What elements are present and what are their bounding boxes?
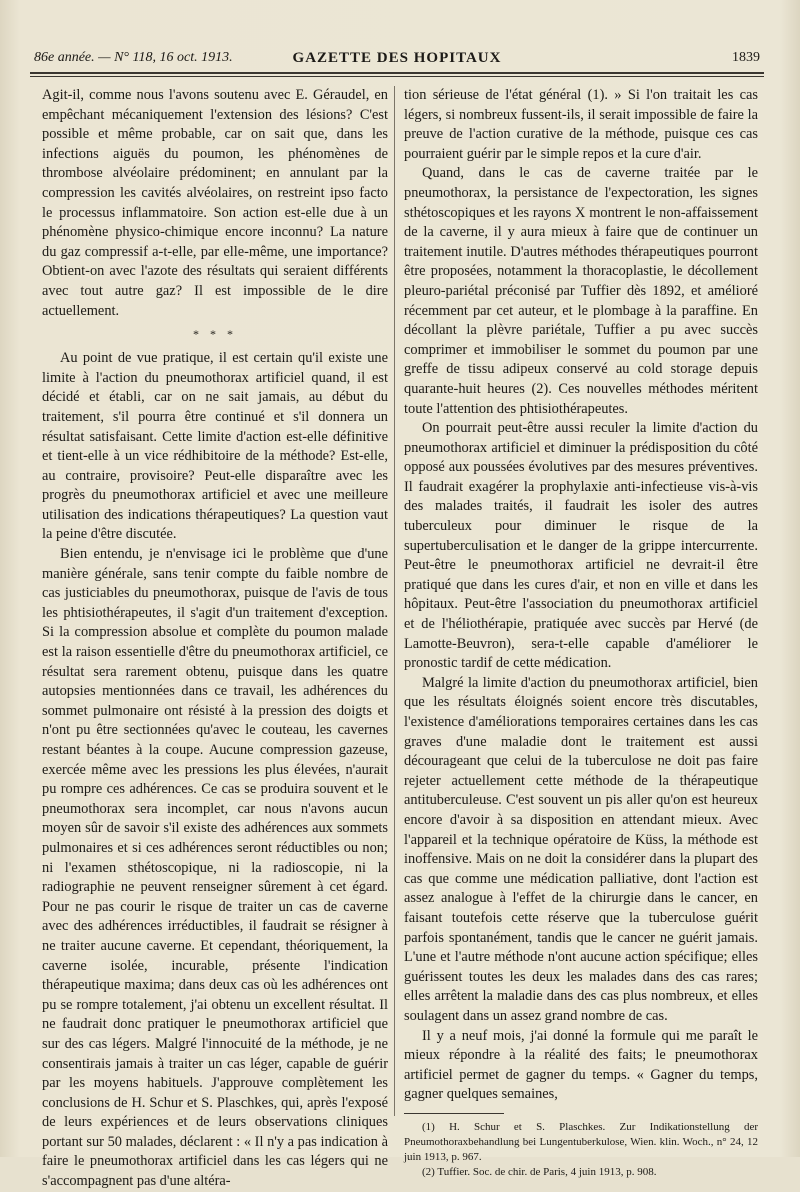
left-paragraph-3: Bien entendu, je n'envisage ici le problème que d'une manière générale, sans tenir compte du faible nombre de cas justiciables du pneumothorax, puisque de l'avis de tous les phtisiothérapeutes, il s'agit d'un traitement d'exception. Si la compression absolue et complète du poumon malade est la raison essentielle d'être du pneumothorax artificiel, ce résultat sera rarement obtenu, puisque dans les quatre autopsies mentionnées dans ce travail, les adhérences du sommet pulmonaire ont résisté à la pression des doigts et n'ont pu être sectionnées qu'avec le couteau, les cavernes restant béantes à la coupe. Aucune compression gazeuse, exercée même avec les pressions les plus élevées, n'aurait pu rompre ces adhérences. Ce cas se produira souvent et le pneumothorax sera incomplet, car nous n'avons aucun moyen sûr de savoir s'il existe des adhérences aux sommets pulmonaires et si ces adhérences seront réductibles ou non; ni l'examen sthétoscopique, ni la radioscopie, ni la radiographie ne peuvent renseigner sûrement à cet égard. Pour ne pas courir le risque de traiter un cas de caverne avec des adhérences irréductibles, il faudrait se résigner à ne traiter aucune caverne. Et cependant, théoriquement, la caverne isolée, incurable, présente l'indication thérapeutique maxima; dans deux cas où les adhérences ont pu se rompre totalement, j'ai obtenu un excellent résultat. Il ne faudrait donc pratiquer le pneumothorax artificiel que sur des cas légers. Malgré l'innocuité de la méthode, je ne consentirais jamais à traiter un cas léger, capable de guérir par les moyens habituels. J'approuve complètement les conclusions de H. Schur et S. Plaschkes, qui, après l'exposé de leurs expériences et de leurs observations cliniques portant sur 50 malades, déclarent : « Il n'y a pas indication à faire le pneumothorax artificiel dans les cas légers qui ne s'accompagnent pas d'une altéra- xyxy=(42,546,388,1190)
right-paragraph-4: Malgré la limite d'action du pneumothorax artificiel, bien que les résultats éloignés soient encore très discutables, l'existence d'améliorations temporaires certaines dans les cas graves d'une maladie dont le traitement est aussi décourageant que celui de la tuberculose ne doit pas faire rejeter actuellement cette méthode de la thérapeutique antituberculeuse. C'est souvent un pis aller qu'on est heureux encore d'avoir à sa disposition en attendant mieux. Avec l'appareil et la technique opératoire de Küss, la méthode est inoffensive. Mais on ne doit la considérer dans la plupart des cas que comme une médication palliative, dont l'action est assez analogue à l'effet de la chirurgie dans le cancer, en faisant toutefois cette réserve que la tuberculose guérit parfois spontanément, tandis que le cancer ne guérit jamais. L'une et l'autre méthode n'ont aucune action spécifique; elles guérissent toutes les deux les malades dans des cas rares; elles arrêtent la maladie dans des cas plus nombreux, et elles soulagent dans un assez grand nombre de cas. xyxy=(404,674,758,1024)
footnote-1: (1) H. Schur et S. Plaschkes. Zur Indikationstellung der Pneumothoraxbehandlung bei Lungentuberkulose, Wien. klin. Woch., n° 24, 12 juin 1913, p. 967. xyxy=(404,1120,758,1163)
section-separator: * * * xyxy=(193,327,237,342)
footnote-rule xyxy=(404,1113,504,1114)
issue-info: 86e année. — N° 118, 16 oct. 1913. xyxy=(34,50,233,65)
publication-title: GAZETTE DES HOPITAUX xyxy=(292,50,502,66)
page-header xyxy=(34,44,760,72)
page-number: 1839 xyxy=(732,50,760,65)
right-paragraph-5: Il y a neuf mois, j'ai donné la formule qui me paraît le mieux répondre à la réalité des faits; le pneumothorax artificiel permet de gagner du temps. « Gagner du temps, gagner quelques semaines, xyxy=(404,1027,758,1103)
footnote-2: (2) Tuffier. Soc. de chir. de Paris, 4 juin 1913, p. 908. xyxy=(422,1165,657,1178)
right-paragraph-1: tion sérieuse de l'état général (1). » Si l'on traitait les cas légers, si nombreux fussent-ils, il serait impossible de faire la preuve de l'action curative de la méthode, puisque ces cas pourraient guérir par le simple repos et la cure d'air. xyxy=(404,87,758,162)
right-paragraph-3: On pourrait peut-être aussi reculer la limite d'action du pneumothorax artificiel et diminuer la prédisposition du côté opposé aux poussées évolutives par des mesures préventives. Il faudrait exagérer la prophylaxie anti-infectieuse vis-à-vis des malades traités, il faudrait les isoler des autres tuberculeux pour diminuer le risque de la supertuberculisation et le danger de la grippe intercurrente. Peut-être le pneumothorax artificiel ne devrait-il être pratiqué que dans les cures d'air, et non en ville et dans les hôpitaux. Peut-être l'association du pneumothorax artificiel et de l'héliothérapie, pratiquée avec succès par Hervé (de Lamotte-Beuvron), sera-t-elle capable d'améliorer le pronostic tardif de cette médication. xyxy=(404,420,758,672)
left-paragraph-1: Agit-il, comme nous l'avons soutenu avec E. Géraudel, en empêchant mécaniquement l'extension des lésions? C'est possible et même probable, car on sait que, dans les infections aiguës du poumon, les phénomènes de thrombose alvéolaire prédominent; en annulant par la compression les cavités alvéolaires, on restreint ipso facto le processus inflammatoire. Son action est-elle due à un phénomène physico-chimique encore inconnu? La nature du gaz compressif a-t-elle, par elle-même, une importance? Obtient-on avec l'azote des résultats qui seraient différents avec tout autre gaz? Il est impossible de le dire actuellement. xyxy=(42,87,388,319)
right-paragraph-2: Quand, dans le cas de caverne traitée par le pneumothorax, la persistance de l'expectoration, les signes sthétoscopiques et les rayons X montrent le non-affaissement de la caverne, il y aura mieux à faire que de continuer un traitement inutile. D'autres méthodes thérapeutiques pourront être proposées, notamment la thoracoplastie, le décollement pleuro-pariétal préconisé par Tuffier dès 1892, et amélioré récemment par cet auteur, et le plombage à la paraffine. En décollant la plèvre pariétale, Tuffier a pu avec succès comprimer et immobiliser le sommet du poumon par une greffe de tissu adipeux conservé au cold storage depuis quarante-huit heures (2). Ces nouvelles méthodes méritent toute l'attention des phtisiothérapeutes. xyxy=(404,165,758,417)
left-column xyxy=(42,86,388,1192)
column-divider xyxy=(394,86,395,1116)
left-paragraph-2: Au point de vue pratique, il est certain qu'il existe une limite à l'action du pneumothorax artificiel quand, il est décidé et établi, car on ne sait jamais, au début du traitement, s'il pourra être continué et s'il donnera un résultat satisfaisant. Cette limite d'action est-elle définitive et tient-elle à un vice rédhibitoire de la méthode? Est-elle, au contraire, provisoire? Peut-elle disparaître avec les progrès du pneumothorax artificiel et avec une meilleure utilisation des indications thérapeutiques? La question vaut la peine d'être discutée. xyxy=(42,350,388,543)
header-rule-thin xyxy=(30,76,764,77)
header-rule-thick xyxy=(30,72,764,74)
right-column xyxy=(404,86,758,1180)
